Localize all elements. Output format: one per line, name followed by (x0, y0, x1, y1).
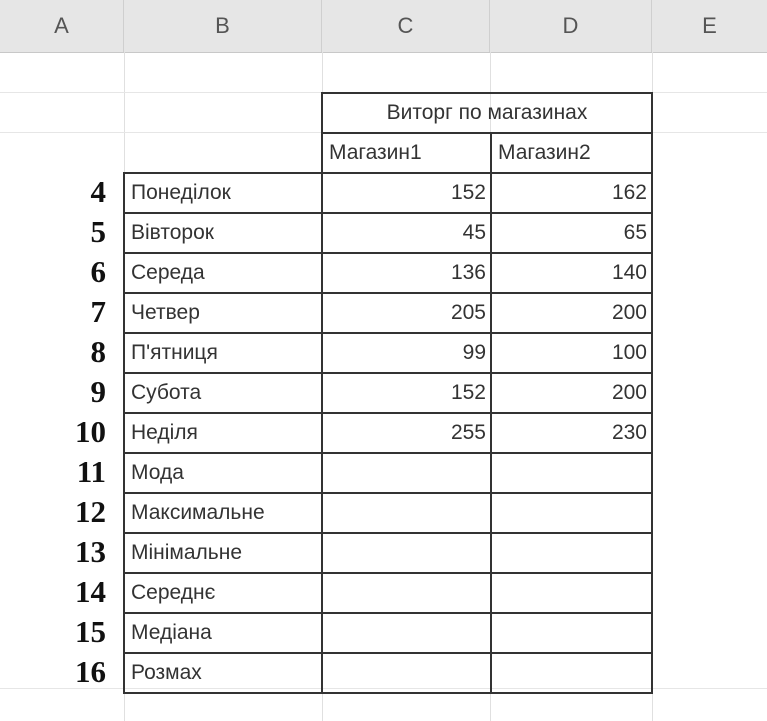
column-header-a[interactable]: A (0, 0, 124, 52)
row-label-cell[interactable]: Середнє (123, 572, 323, 614)
row-number: 10 (75, 414, 106, 449)
row-number: 7 (90, 294, 106, 329)
store1-value-cell[interactable]: 99 (321, 332, 492, 374)
store1-value-cell[interactable]: 205 (321, 292, 492, 334)
store2-value-cell[interactable]: 162 (490, 172, 653, 214)
store2-value-cell[interactable]: 230 (490, 412, 653, 454)
row-label-cell[interactable]: Мінімальне (123, 532, 323, 574)
store1-value-cell[interactable] (321, 652, 492, 694)
store1-value-cell[interactable] (321, 492, 492, 534)
row-label-cell[interactable]: Розмах (123, 652, 323, 694)
store2-value-cell[interactable] (490, 492, 653, 534)
store1-value-cell[interactable] (321, 612, 492, 654)
store1-value-cell[interactable]: 255 (321, 412, 492, 454)
store2-value-cell[interactable]: 65 (490, 212, 653, 254)
row-label-cell[interactable]: Понеділок (123, 172, 323, 214)
store1-value-cell[interactable]: 45 (321, 212, 492, 254)
store1-value-cell[interactable] (321, 532, 492, 574)
row-number: 4 (90, 174, 106, 209)
store2-value-cell[interactable]: 140 (490, 252, 653, 294)
row-label-cell[interactable]: Максимальне (123, 492, 323, 534)
row-label-cell[interactable]: Неділя (123, 412, 323, 454)
store1-value-cell[interactable] (321, 452, 492, 494)
column-header-e[interactable]: E (702, 13, 717, 38)
store2-value-cell[interactable] (490, 652, 653, 694)
column-header-c[interactable]: C (322, 0, 490, 52)
store2-value-cell[interactable]: 100 (490, 332, 653, 374)
row-label-cell[interactable]: П'ятниця (123, 332, 323, 374)
store2-value-cell[interactable] (490, 532, 653, 574)
header-cell-store1[interactable]: Магазин1 (321, 132, 492, 174)
store1-value-cell[interactable] (321, 572, 492, 614)
row-number: 16 (75, 654, 106, 689)
row-label-cell[interactable]: Медіана (123, 612, 323, 654)
row-number: 6 (90, 254, 106, 289)
store1-value-cell[interactable]: 152 (321, 372, 492, 414)
row-label-cell[interactable]: Мода (123, 452, 323, 494)
row-number: 11 (76, 454, 106, 489)
row-number: 8 (90, 334, 106, 369)
table-title-cell[interactable]: Виторг по магазинах (321, 92, 653, 134)
store2-value-cell[interactable] (490, 452, 653, 494)
store1-value-cell[interactable]: 152 (321, 172, 492, 214)
row-number: 5 (90, 214, 106, 249)
row-label-cell[interactable]: Четвер (123, 292, 323, 334)
row-number: 14 (75, 574, 106, 609)
column-header-b[interactable]: B (124, 0, 322, 52)
row-number: 9 (90, 374, 106, 409)
row-number: 15 (75, 614, 106, 649)
row-label-cell[interactable]: Середа (123, 252, 323, 294)
column-header-d[interactable]: D (490, 0, 652, 52)
store2-value-cell[interactable]: 200 (490, 292, 653, 334)
row-label-cell[interactable]: Субота (123, 372, 323, 414)
row-number: 12 (75, 494, 106, 529)
row-number: 13 (75, 534, 106, 569)
store1-value-cell[interactable]: 136 (321, 252, 492, 294)
store2-value-cell[interactable] (490, 612, 653, 654)
store2-value-cell[interactable]: 200 (490, 372, 653, 414)
row-label-cell[interactable]: Вівторок (123, 212, 323, 254)
header-cell-store2[interactable]: Магазин2 (490, 132, 653, 174)
store2-value-cell[interactable] (490, 572, 653, 614)
